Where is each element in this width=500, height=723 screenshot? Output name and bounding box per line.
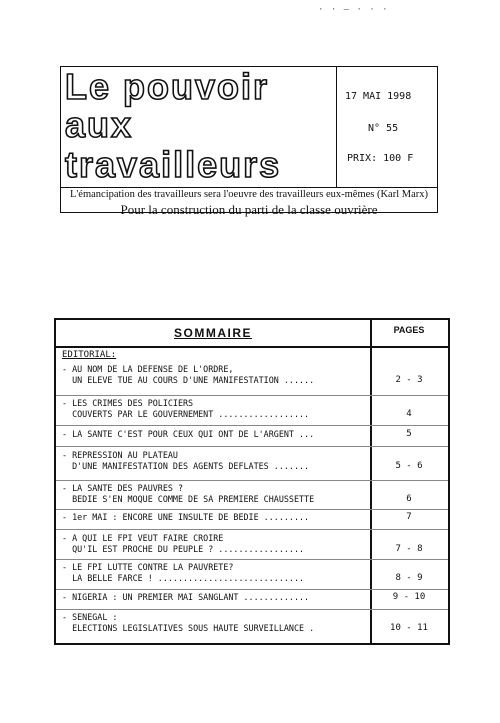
toc-entry-pages: 10 - 11 — [390, 623, 428, 633]
toc-pages-label: PAGES — [393, 325, 425, 335]
toc-entry-pages: 7 — [406, 512, 412, 522]
issue-date: 17 MAI 1998 — [345, 91, 412, 102]
toc-entry-text: - SENEGAL : — [62, 612, 118, 622]
masthead-divider — [336, 67, 337, 187]
toc-entry-pages: 5 — [406, 429, 412, 439]
issue-price: PRIX: 100 F — [347, 153, 414, 164]
toc-entry-separator — [56, 425, 448, 426]
masthead-rule — [61, 187, 437, 188]
toc-entry-text: - LE FPI LUTTE CONTRE LA PAUVRETE? — [62, 562, 234, 572]
toc-entry-pages: 5 - 6 — [395, 461, 423, 471]
toc-entry-text: - 1er MAI : ENCORE UNE INSULTE DE BEDIE ......... — [62, 512, 310, 522]
toc-entry-text: BEDIE S'EN MOQUE COMME DE SA PREMIERE CHAUSSETTE — [62, 494, 315, 504]
toc-entry-separator — [56, 509, 448, 510]
toc-entry-text: - LES CRIMES DES POLICIERS — [62, 398, 194, 408]
masthead — [60, 66, 438, 217]
toc-entry-pages: 6 — [406, 494, 412, 504]
toc-entry-separator — [56, 480, 448, 481]
toc-section-label: EDITORIAL: — [62, 350, 117, 360]
toc-title: SOMMAIRE — [174, 326, 252, 340]
toc-entry-pages: 9 - 10 — [392, 592, 426, 602]
toc-entry-separator — [56, 446, 448, 447]
toc-entry-text: QU'IL EST PROCHE DU PEUPLE ? ................. — [62, 544, 305, 554]
toc-entry-text: - REPRESSION AU PLATEAU — [62, 450, 178, 460]
toc-entry-separator — [56, 609, 448, 610]
toc-entry-text: UN ELEVE TUE AU COURS D'UNE MANIFESTATION ...... — [62, 375, 315, 385]
toc-entry-text: - A QUI LE FPI VEUT FAIRE CROIRE — [62, 533, 224, 543]
toc-entry-pages: 7 - 8 — [395, 544, 423, 554]
masthead-title-line-2: aux — [65, 104, 134, 145]
masthead-title-line-3: travailleurs — [65, 144, 282, 185]
toc-entry-text: COUVERTS PAR LE GOUVERNEMENT .................. — [62, 409, 310, 419]
toc-entry-text: - LA SANTE DES PAUVRES ? — [62, 483, 184, 493]
toc-header — [56, 320, 448, 348]
toc-entry-text: D'UNE MANIFESTATION DES AGENTS DEFLATES ....... — [62, 461, 310, 471]
toc-entry-text: - AU NOM DE LA DEFENSE DE L'ORDRE, — [62, 364, 234, 374]
scan-specks: · · ‒ · · · — [318, 5, 389, 15]
toc-entry-text: ELECTIONS LEGISLATIVES SOUS HAUTE SURVEILLANCE . — [62, 623, 315, 633]
toc-entry-text: LA BELLE FARCE ! ............................. — [62, 573, 305, 583]
toc-entry-pages: 4 — [406, 409, 412, 419]
masthead-title-line-1: Le pouvoir — [65, 66, 270, 107]
toc-entry-pages: 8 - 9 — [395, 573, 423, 583]
toc-entry-separator — [56, 529, 448, 530]
issue-number: N° 55 — [368, 123, 399, 134]
toc-entry-separator — [56, 559, 448, 560]
toc-entry-separator — [56, 589, 448, 590]
toc-entry-text: - LA SANTE C'EST POUR CEUX QUI ONT DE L'ARGENT ... — [62, 429, 315, 439]
toc-entry-separator — [56, 395, 448, 396]
table-of-contents — [54, 318, 450, 645]
toc-entry-text: - NIGERIA : UN PREMIER MAI SANGLANT ............. — [62, 592, 310, 602]
masthead-slogan: Pour la construction du parti de la classe ouvrière — [120, 202, 378, 217]
masthead-quote: L'émancipation des travailleurs sera l'oeuvre des travailleurs eux-mêmes (Karl Marx) — [69, 189, 428, 200]
toc-entry-pages: 2 - 3 — [395, 375, 423, 385]
